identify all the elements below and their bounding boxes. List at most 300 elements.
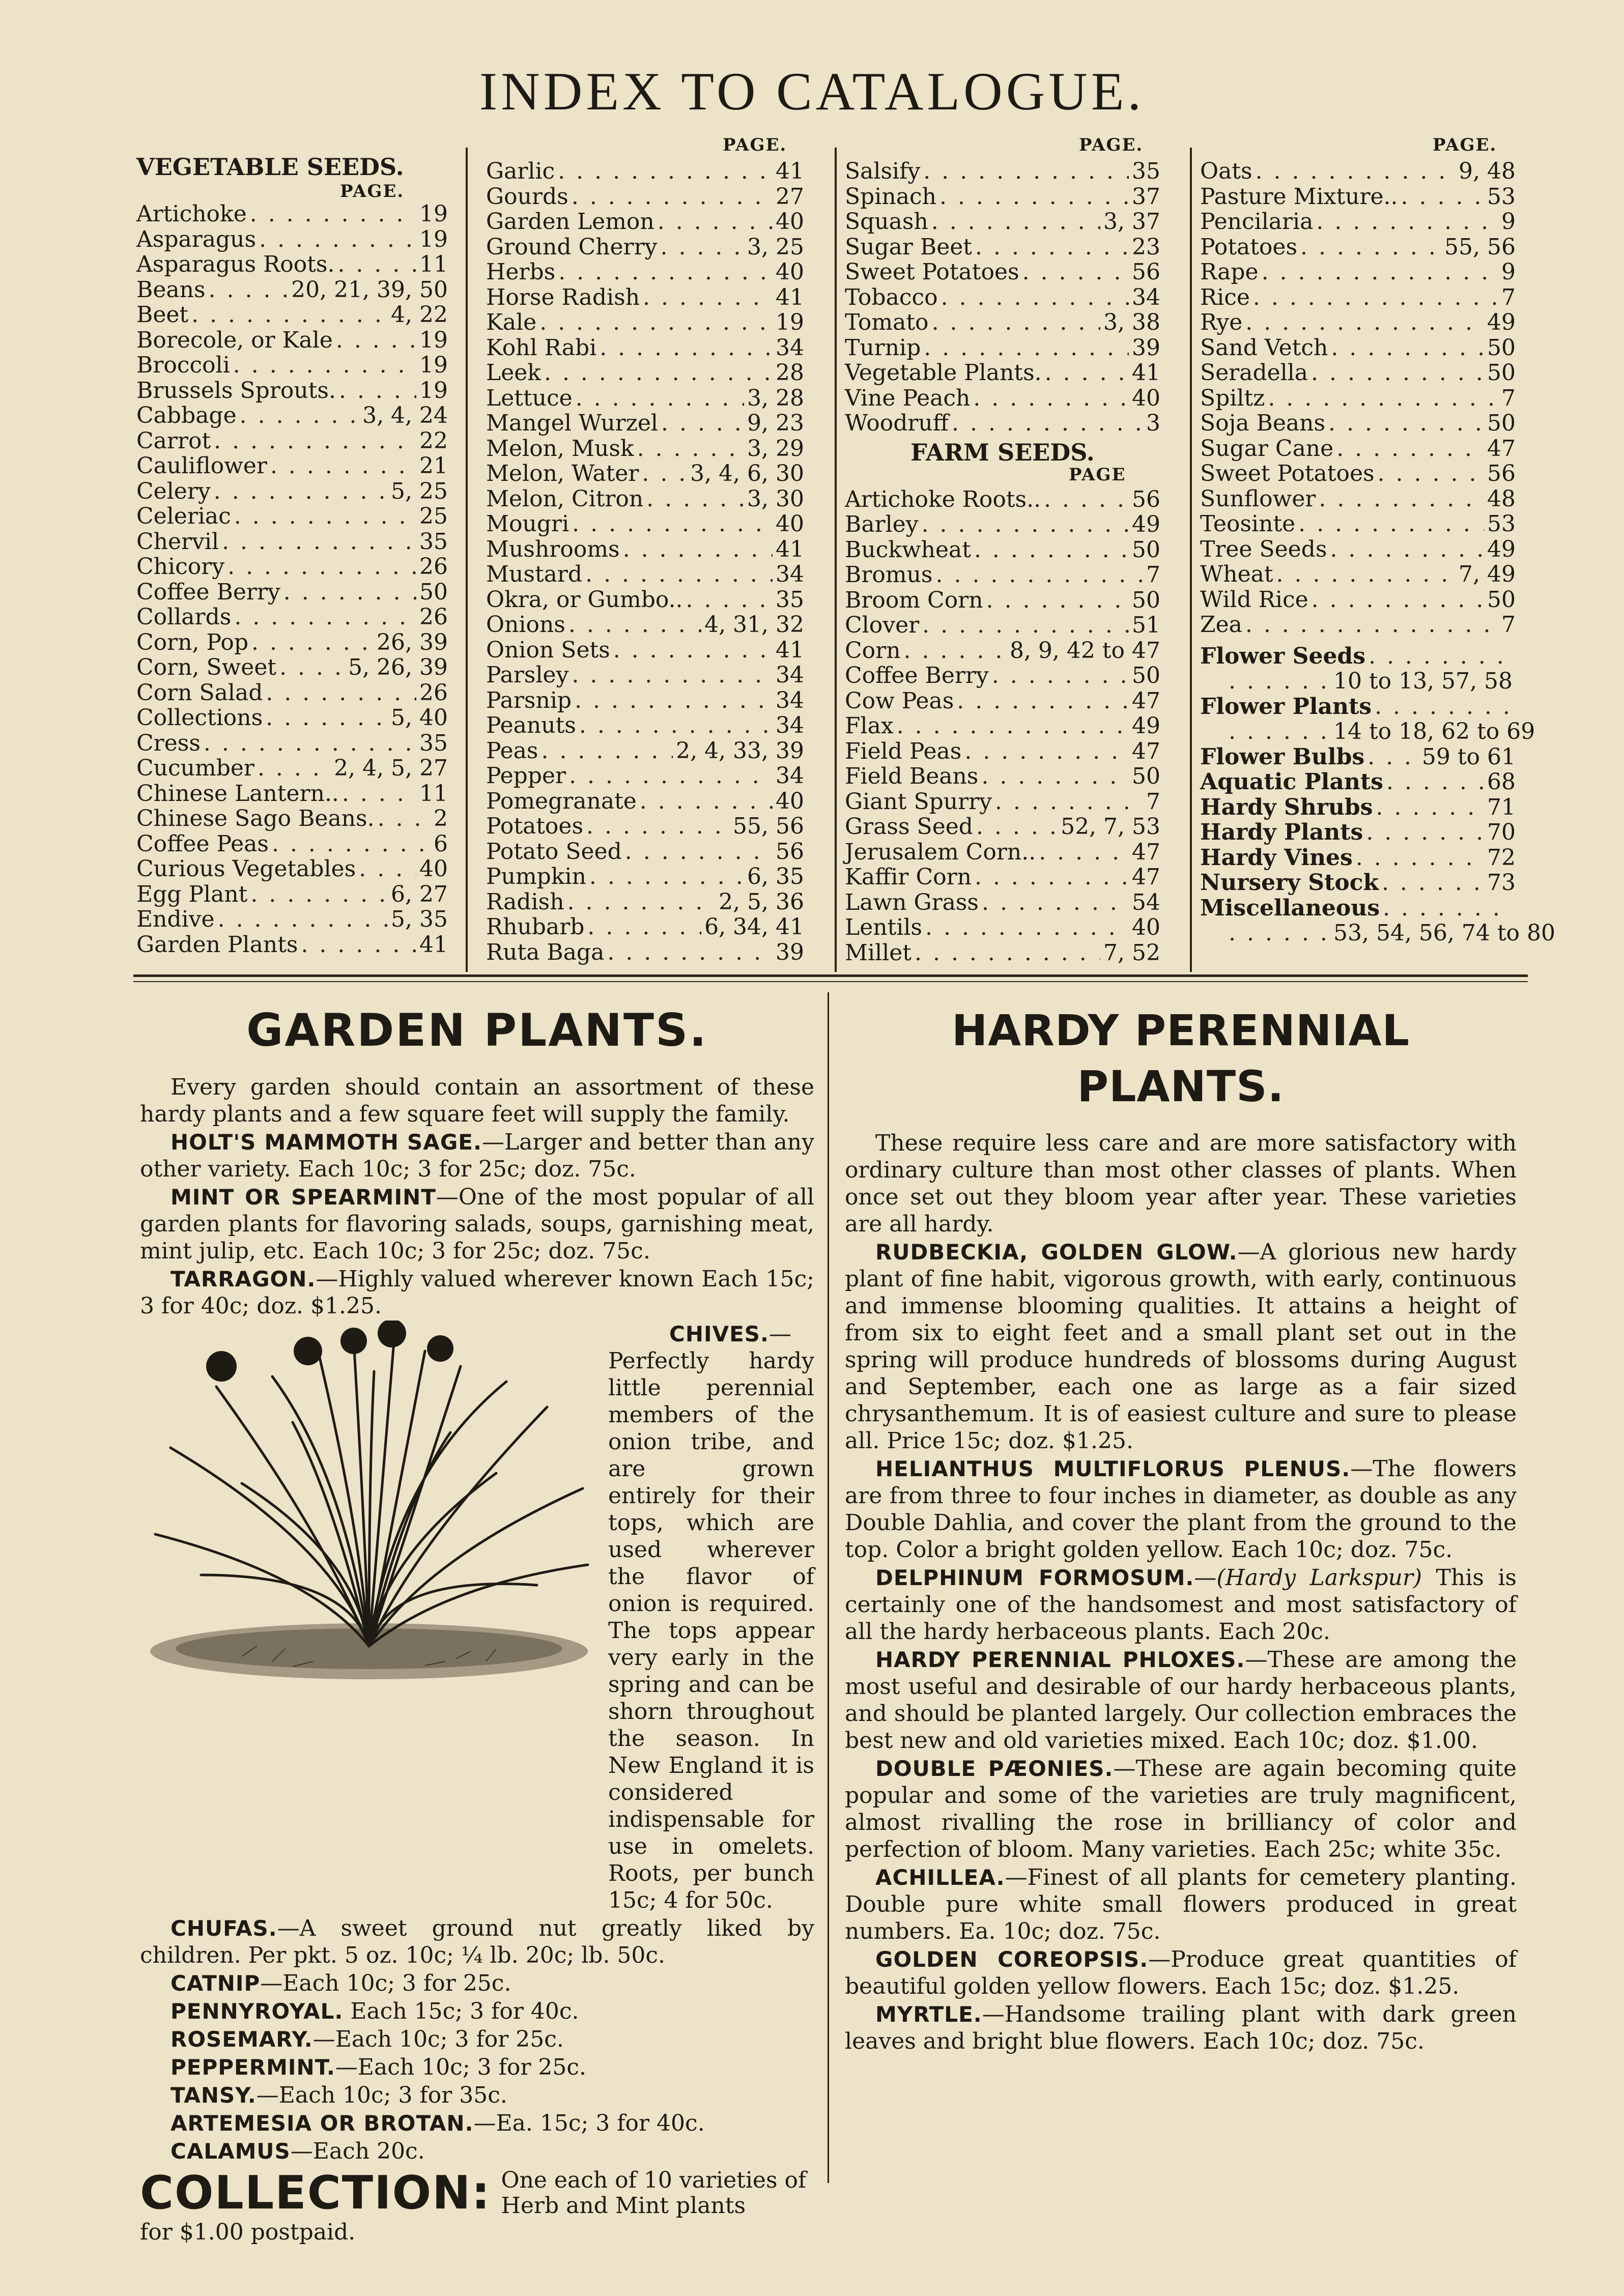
index-entry-page: 41: [776, 536, 804, 562]
index-entry: [486, 814, 804, 839]
index-entry-page: 23: [1132, 234, 1160, 260]
index-entry: [845, 865, 1160, 890]
index-entry: [136, 353, 448, 378]
index-entry: [486, 789, 804, 814]
index-entry-name: Lettuce: [486, 385, 573, 411]
index-entry-name: Cress: [136, 730, 201, 756]
product-entry: [845, 1864, 1517, 1945]
index-entry-page: 7, 52: [1103, 939, 1160, 966]
index-entry-name: Onions: [486, 612, 565, 638]
leader-dots: [607, 940, 773, 965]
index-entry: [486, 511, 804, 537]
leader-dots: [589, 864, 744, 889]
index-entry: [845, 285, 1160, 310]
product-entry: [140, 1129, 814, 1183]
leader-dots: [976, 814, 1058, 840]
index-entry-continued: [1200, 920, 1556, 946]
product-name: PEPPERMINT.: [170, 2055, 335, 2080]
index-entry-name: Corn Salad: [136, 679, 263, 706]
index-entry-page: 3: [1146, 410, 1160, 436]
index-entry: [136, 932, 448, 958]
index-entry-page: 19: [419, 327, 448, 353]
product-name: MYRTLE.: [875, 2002, 982, 2027]
leader-dots: [941, 285, 1129, 310]
index-entry-name: Corn, Sweet: [136, 654, 277, 680]
vegetable-seeds-heading: VEGETABLE SEEDS.: [136, 153, 404, 181]
index-entry: [486, 260, 804, 285]
index-entry-page: 4, 22: [391, 302, 448, 328]
leader-dots: [214, 428, 416, 454]
index-entry: [486, 184, 804, 210]
leader-dots: [279, 655, 345, 680]
index-entry-page: 20, 21, 39, 50: [291, 276, 448, 303]
index-entry-page: 19: [776, 309, 804, 335]
index-entry: [136, 453, 448, 479]
chives-illustration: [140, 1321, 598, 1687]
leader-dots: [992, 663, 1129, 688]
index-entry-name: Collards: [136, 604, 232, 630]
index-entry-name: Barley: [845, 511, 919, 537]
index-entry-page: 40: [776, 788, 804, 814]
index-entry-page: 40: [776, 511, 804, 537]
index-entry: [1200, 644, 1516, 669]
index-entry-name: Okra, or Gumbo..: [486, 586, 683, 613]
index-entry-page: 7: [1146, 562, 1160, 588]
leader-dots: [613, 638, 773, 663]
leader-dots: [259, 227, 416, 252]
vegetable-list-2: [486, 159, 804, 965]
index-entry-name: Radish: [486, 888, 564, 915]
hardy-items: [845, 1239, 1517, 2055]
index-entry-page: 11: [419, 251, 448, 277]
index-entry-name: Vegetable Plants.: [845, 360, 1042, 386]
index-entry-name: Corn: [845, 637, 901, 664]
index-entry: [1200, 744, 1516, 770]
product-entry: [140, 2082, 814, 2109]
index-entry-page: 39: [776, 939, 804, 965]
leader-dots: [272, 831, 431, 857]
index-entry: [845, 713, 1160, 739]
index-entry: [1200, 386, 1516, 411]
index-entry-page: 47: [1132, 864, 1160, 890]
index-entry: [486, 335, 804, 361]
index-entry: [136, 328, 448, 353]
leader-dots: [975, 235, 1129, 260]
index-entry: [486, 638, 804, 663]
index-entry-page: 50: [419, 579, 448, 605]
index-divider-1: [466, 148, 468, 972]
leader-dots: [572, 663, 773, 688]
index-entry-page: 41: [1132, 360, 1160, 386]
index-entry: [1200, 411, 1516, 436]
index-entry: [136, 630, 448, 655]
index-entry: [486, 713, 804, 738]
leader-dots: [1229, 719, 1330, 744]
leader-dots: [974, 537, 1129, 563]
index-entry-name: Jerusalem Corn..: [845, 839, 1036, 865]
page-label: PAGE.: [340, 181, 405, 202]
leader-dots: [922, 512, 1129, 537]
index-entry-name: Carrot: [136, 427, 211, 454]
product-name: DELPHINUM FORMOSUM.: [875, 1565, 1194, 1590]
index-entry: [1200, 486, 1516, 512]
leader-dots: [932, 310, 1100, 335]
product-description: —Larger and better than any other variety. Each 10c; 3 for 25c; doz. 75c.: [140, 1129, 814, 1182]
index-entry: [1200, 694, 1516, 720]
leader-dots: [1378, 461, 1484, 486]
garden-items: [140, 1129, 814, 1319]
index-entry: [486, 285, 804, 310]
index-entry-page: 40: [419, 856, 448, 882]
index-entry: [1200, 159, 1516, 184]
farm-seeds-list-2: [1200, 159, 1516, 638]
leader-dots: [1276, 562, 1456, 587]
index-entry: [1200, 310, 1516, 335]
index-entry-name: Tree Seeds: [1200, 536, 1327, 562]
index-entry: [136, 378, 448, 404]
product-description: —Each 10c; 3 for 35c.: [256, 2082, 507, 2108]
product-name: CHUFAS.: [170, 1916, 277, 1941]
index-entry-name: Teosinte: [1200, 511, 1296, 537]
index-entry-name: Chinese Sago Beans.: [136, 806, 375, 831]
leader-dots: [544, 360, 773, 386]
product-name: HELIANTHUS MULTIFLORUS PLENUS.: [875, 1456, 1351, 1481]
index-entry: [845, 360, 1160, 386]
leader-dots: [1229, 921, 1330, 946]
index-entry: [486, 864, 804, 889]
product-description: —Produce great quantities of beautiful golden yellow flowers. Each 15c; doz. $1.25.: [845, 1946, 1517, 1999]
index-entry-page: 41: [776, 158, 804, 184]
leader-dots: [250, 202, 416, 227]
leader-dots: [576, 386, 744, 411]
collection-price: for $1.00 postpaid.: [140, 2219, 356, 2245]
index-entry-page: 19: [419, 226, 448, 252]
product-description: —These are among the most useful and desirable of our hardy herbaceous plants, and should be planted largely. Our collection embraces the best new and old varieties mixed. Each 10c; doz. $1.00.: [845, 1647, 1517, 1754]
index-entry-page: 47: [1132, 839, 1160, 865]
index-entry-name: Field Peas: [845, 738, 962, 764]
leader-dots: [342, 781, 416, 807]
index-divider-2: [835, 148, 837, 972]
product-name: RUDBECKIA, GOLDEN GLOW.: [875, 1240, 1238, 1265]
index-entry-page: 47: [1132, 738, 1160, 764]
index-entry-page: 26: [419, 554, 448, 580]
leader-dots: [686, 587, 773, 613]
index-entry: [1200, 511, 1516, 537]
index-entry: [486, 159, 804, 184]
leader-dots: [1382, 870, 1484, 896]
index-entry: [1200, 184, 1516, 210]
leader-dots: [646, 486, 744, 512]
index-entry-page: 5, 26, 39: [348, 654, 448, 680]
index-entry: [136, 806, 448, 831]
index-entry-name: Coffee Berry: [136, 579, 280, 605]
product-name: CALAMUS: [170, 2139, 291, 2164]
index-entry-name: Onion Sets: [486, 637, 610, 663]
index-entry-page: 40: [776, 209, 804, 235]
index-entry: [1200, 285, 1516, 310]
leader-dots: [572, 511, 773, 537]
index-entry-page: 2: [434, 806, 448, 831]
index-entry: [136, 731, 448, 756]
garden-plants-section: [140, 1002, 814, 2246]
product-alt-name: (Hardy Larkspur): [1216, 1565, 1422, 1591]
leader-dots: [1330, 537, 1484, 562]
product-entry: [140, 2110, 814, 2137]
product-entry: [140, 2054, 814, 2081]
product-description: —These are again becoming quite popular and some of the varieties are truly magnificent, almost rivalling the rose in brilliancy of color and perfection of bloom. Many varieties. Each 25c; white 35c.: [845, 1756, 1517, 1862]
index-entry-page: 54: [1132, 889, 1160, 915]
chives-keyword: CHIVES.: [669, 1322, 769, 1346]
product-description: —A glorious new hardy plant of fine habit, vigorous growth, with early, continuous and immense blooming qualities. It attains a height of from six to eight feet and a small plant set out in the spring will produce hundreds of blossoms during August and September, each one as large as a fair sized chrysanthemum. It is of easiest culture and sure to please all. Price 15c; doz. $1.25.: [845, 1239, 1517, 1454]
index-entry-name: Chicory: [136, 554, 225, 580]
index-entry-page: 6: [434, 830, 448, 857]
index-entry: [486, 738, 804, 764]
index-entry: [845, 890, 1160, 915]
index-entry-page: 3, 4, 24: [362, 403, 448, 428]
index-entry-name: Artichoke: [136, 201, 247, 227]
index-entry: [136, 554, 448, 580]
index-entry: [136, 277, 448, 303]
index-entry-page: 56: [1132, 486, 1160, 512]
leader-dots: [251, 630, 374, 655]
index-entry-page: 26: [419, 604, 448, 630]
index-entry-name: Mangel Wurzel: [486, 410, 658, 436]
leader-dots: [218, 907, 388, 932]
index-entry: [136, 882, 448, 907]
other-categories-list: [1200, 643, 1556, 946]
index-entry-page: 3, 25: [747, 234, 804, 260]
index-entry-page: 41: [776, 637, 804, 663]
index-entry-page: 53: [1487, 511, 1516, 537]
index-entry-name: Millet: [845, 939, 911, 966]
index-entry: [845, 638, 1160, 664]
page-title: INDEX TO CATALOGUE.: [479, 62, 1145, 121]
index-entry-name: Coffee Berry: [845, 663, 989, 688]
leader-dots: [939, 184, 1129, 210]
index-entry-name: Potatoes: [1200, 234, 1298, 260]
leader-dots: [359, 856, 416, 882]
leader-dots: [567, 889, 716, 915]
index-entry-page: 52, 7, 53: [1061, 814, 1160, 840]
index-entry: [845, 739, 1160, 764]
page-label: PAGE: [1069, 464, 1126, 485]
index-entry-name: Mougri: [486, 511, 569, 537]
product-name: ROSEMARY.: [170, 2027, 313, 2052]
product-name: ACHILLEA.: [875, 1865, 1005, 1890]
product-description: Each 15c; 3 for 40c.: [343, 1998, 579, 2024]
leader-dots: [661, 411, 744, 436]
leader-dots: [952, 411, 1143, 436]
index-entry-name: Mustard: [486, 561, 583, 587]
index-entry-page: 49: [1487, 309, 1516, 335]
index-entry: [1200, 335, 1516, 361]
index-entry: [486, 562, 804, 587]
index-entry: [1200, 360, 1516, 386]
product-description: —One of the most popular of all garden plants for flavoring salads, soups, garnishing meat, mint julip, etc. Each 10c; 3 for 25c; doz. 75c.: [140, 1184, 814, 1264]
leader-dots: [936, 562, 1144, 588]
index-entry-name: Nursery Stock: [1200, 870, 1379, 896]
index-entry: [486, 688, 804, 713]
index-entry: [486, 587, 804, 613]
leader-dots: [1356, 845, 1484, 871]
index-entry: [845, 235, 1160, 260]
index-entry-page: 56: [776, 838, 804, 865]
leader-dots: [240, 403, 359, 428]
product-entry: [140, 1998, 814, 2025]
index-entry-name: Beet: [136, 302, 189, 328]
index-entry: [845, 915, 1160, 940]
index-entry-page: 35: [419, 730, 448, 756]
index-entry-name: Broccoli: [136, 352, 230, 378]
index-entry-continued: [1200, 719, 1535, 744]
index-entry-page: 55, 56: [733, 813, 804, 839]
index-entry-page: 50: [1487, 586, 1516, 613]
index-entry-page: 47: [1132, 687, 1160, 714]
index-entry: [845, 411, 1160, 436]
index-entry: [845, 209, 1160, 235]
leader-dots: [1383, 896, 1513, 921]
page-label: PAGE.: [1079, 135, 1144, 155]
index-entry-name: Pepper: [486, 763, 566, 789]
index-entry-name: Tomato: [845, 309, 929, 335]
leader-dots: [1316, 209, 1498, 235]
index-divider-3: [1190, 148, 1192, 972]
index-entry-name: Melon, Water: [486, 461, 639, 486]
product-description: —: [1194, 1565, 1217, 1591]
page-label: PAGE.: [1433, 135, 1497, 155]
index-entry-page: 49: [1132, 511, 1160, 537]
index-entry-page: 53, 54, 56, 74 to 80: [1333, 920, 1556, 946]
index-entry-page: 2, 4, 5, 27: [334, 755, 448, 781]
index-entry-name: Garden Lemon: [486, 209, 654, 235]
index-entry-name: Buckwheat: [845, 536, 971, 563]
index-entry: [486, 537, 804, 562]
index-entry-page: 7: [1501, 612, 1516, 638]
index-entry-name: Kaffir Corn: [845, 864, 972, 890]
leader-dots: [1375, 694, 1513, 720]
index-entry-name: Miscellaneous: [1200, 895, 1380, 921]
index-entry: [845, 764, 1160, 789]
leader-dots: [1262, 260, 1498, 285]
index-entry: [136, 756, 448, 781]
index-entry-page: 73: [1487, 870, 1516, 896]
leader-dots: [1045, 360, 1129, 386]
index-entry: [845, 386, 1160, 411]
index-entry-page: 7: [1146, 788, 1160, 815]
index-entry: [845, 537, 1160, 563]
index-entry: [845, 487, 1160, 512]
index-entry: [1200, 795, 1516, 820]
index-entry-page: 2, 5, 36: [719, 888, 804, 915]
leader-dots: [981, 764, 1129, 789]
index-entry-page: 7, 49: [1459, 561, 1516, 587]
index-entry-name: Brussels Sprouts.: [136, 377, 336, 404]
index-entry-page: 35: [776, 586, 804, 613]
leader-dots: [270, 453, 416, 479]
index-entry: [486, 663, 804, 688]
index-entry-page: 34: [776, 561, 804, 587]
index-entry: [845, 940, 1160, 966]
leader-dots: [915, 940, 1100, 966]
index-entry-name: Squash: [845, 209, 928, 235]
index-entry-name: Garden Plants: [136, 931, 298, 958]
index-entry: [845, 588, 1160, 613]
index-entry: [136, 227, 448, 252]
leader-dots: [1366, 820, 1484, 845]
index-entry-name: Potatoes: [486, 813, 584, 839]
index-entry-name: Curious Vegetables: [136, 856, 356, 882]
index-entry-page: 70: [1487, 819, 1516, 845]
index-entry: [1200, 820, 1516, 845]
index-entry: [136, 504, 448, 529]
index-entry-name: Rice: [1200, 284, 1250, 310]
index-entry-page: 5, 40: [391, 705, 448, 731]
index-entry-name: Turnip: [845, 334, 921, 361]
index-entry-name: Giant Spurry: [845, 788, 992, 815]
index-entry-page: 26: [419, 679, 448, 706]
index-entry-name: Oats: [1200, 158, 1252, 184]
leader-dots: [1022, 260, 1129, 285]
leader-dots: [378, 806, 431, 831]
index-entry: [1200, 537, 1516, 562]
index-entry-page: 49: [1487, 536, 1516, 562]
index-entry-page: 40: [1132, 385, 1160, 411]
leader-dots: [623, 537, 773, 562]
index-entry: [136, 580, 448, 605]
garden-items-2: [140, 1915, 814, 2165]
leader-dots: [924, 335, 1129, 361]
index-entry: [136, 831, 448, 857]
index-entry-page: 14 to 18, 62 to 69: [1333, 719, 1535, 744]
hardy-perennials-section: [845, 1002, 1517, 2056]
index-entry-page: 7: [1501, 284, 1516, 310]
index-entry: [1200, 562, 1516, 587]
index-entry-page: 10 to 13, 57, 58: [1333, 668, 1513, 694]
leader-dots: [558, 260, 773, 285]
leader-dots: [925, 915, 1129, 940]
leader-dots: [640, 789, 773, 814]
index-entry: [486, 411, 804, 436]
leader-dots: [258, 756, 331, 781]
index-entry-page: 47: [1487, 435, 1516, 462]
leader-dots: [1268, 386, 1498, 411]
leader-dots: [1044, 487, 1129, 512]
index-entry-name: Lentils: [845, 914, 923, 940]
index-bottom-rule: [133, 974, 1528, 977]
leader-dots: [1298, 511, 1484, 537]
index-entry-name: Horse Radish: [486, 284, 640, 310]
product-description: This is certainly one of the handsomest and most satisfactory of all the hardy herbaceous plants. Each 20c.: [845, 1565, 1517, 1645]
index-entry-name: Parsley: [486, 662, 569, 688]
leader-dots: [1253, 285, 1498, 310]
index-entry-page: 6, 27: [391, 881, 448, 907]
leader-dots: [204, 731, 416, 756]
index-entry-name: Clover: [845, 612, 920, 638]
product-description: —Ea. 15c; 3 for 40c.: [473, 2110, 705, 2136]
index-entry-page: 26, 39: [377, 629, 448, 655]
index-entry-page: 9, 23: [747, 410, 804, 436]
index-entry-name: Zea: [1200, 612, 1242, 638]
leader-dots: [975, 865, 1129, 890]
leader-dots: [600, 335, 773, 361]
index-entry-page: 55, 56: [1444, 234, 1516, 260]
index-entry-name: Collections: [136, 705, 263, 731]
leader-dots: [191, 302, 388, 328]
index-entry-name: Gourds: [486, 183, 568, 210]
index-entry-page: 50: [1487, 334, 1516, 361]
index-entry: [845, 184, 1160, 210]
index-entry-name: Flower Seeds: [1200, 643, 1365, 669]
